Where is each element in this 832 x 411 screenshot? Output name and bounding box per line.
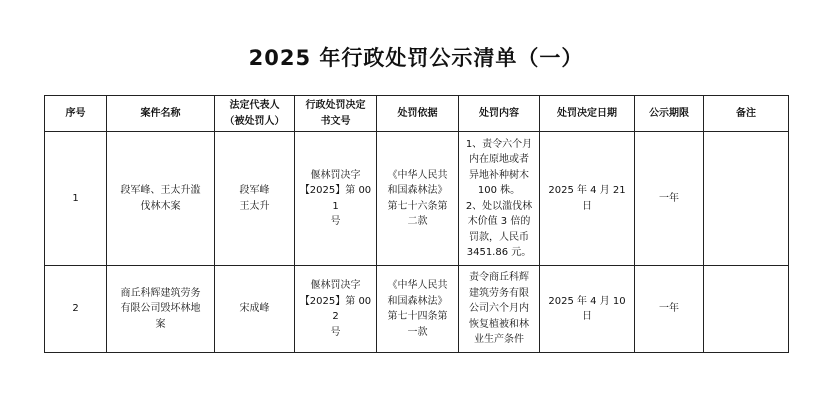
cell-period: 一年 <box>635 266 704 353</box>
cell-rep: 段军峰 王太升 <box>215 132 295 266</box>
penalty-table <box>44 95 789 353</box>
cell-date: 2025 年 4 月 10 日 <box>540 266 635 353</box>
cell-docno: 偃林罚决字 【2025】第 002 号 <box>295 266 377 353</box>
cell-date: 2025 年 4 月 21 日 <box>540 132 635 266</box>
header-case: 案件名称 <box>107 96 215 132</box>
cell-content: 责令商丘科辉 建筑劳务有限 公司六个月内 恢复植被和林 业生产条件 <box>459 266 540 353</box>
cell-seq: 1 <box>45 132 107 266</box>
header-period: 公示期限 <box>635 96 704 132</box>
cell-content: 1、责令六个月 内在原地或者 异地补种树木 100 株。 2、处以滥伐林 木价值 3 倍的 罚款，人民币 3451.86 元。 <box>459 132 540 266</box>
header-content: 处罚内容 <box>459 96 540 132</box>
cell-docno: 偃林罚决字 【2025】第 001 号 <box>295 132 377 266</box>
cell-basis: 《中华人民共 和国森林法》 第七十四条第 一款 <box>377 266 459 353</box>
cell-remark <box>704 132 789 266</box>
header-docno: 行政处罚决定 书文号 <box>295 96 377 132</box>
cell-remark <box>704 266 789 353</box>
cell-case: 商丘科辉建筑劳务 有限公司毁坏林地 案 <box>107 266 215 353</box>
header-seq: 序号 <box>45 96 107 132</box>
table-row <box>45 132 789 266</box>
page-title: 2025 年行政处罚公示清单（一） <box>248 46 584 70</box>
cell-rep: 宋成峰 <box>215 266 295 353</box>
header-basis: 处罚依据 <box>377 96 459 132</box>
cell-period: 一年 <box>635 132 704 266</box>
header-row <box>45 96 789 132</box>
table-row <box>45 266 789 353</box>
header-remark: 备注 <box>704 96 789 132</box>
cell-seq: 2 <box>45 266 107 353</box>
cell-basis: 《中华人民共 和国森林法》 第七十六条第 二款 <box>377 132 459 266</box>
header-rep: 法定代表人 （被处罚人） <box>215 96 295 132</box>
header-date: 处罚决定日期 <box>540 96 635 132</box>
cell-case: 段军峰、王太升滥 伐林木案 <box>107 132 215 266</box>
